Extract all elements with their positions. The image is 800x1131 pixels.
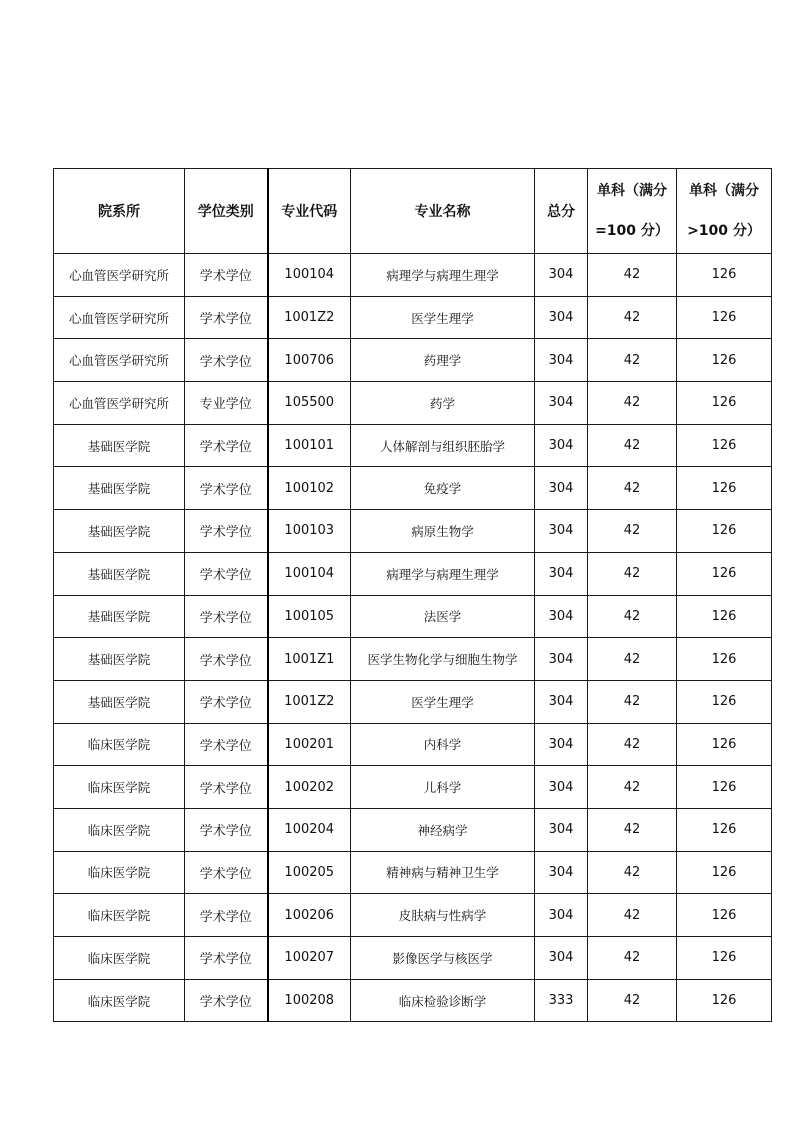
cell-single-subject-over-100: 126 bbox=[677, 638, 772, 681]
table-row bbox=[54, 766, 772, 809]
cell-single-subject-over-100: 126 bbox=[677, 296, 772, 339]
cell-single-subject-over-100: 126 bbox=[677, 979, 772, 1022]
cell-department: 基础医学院 bbox=[54, 638, 185, 681]
cell-major-name: 病理学与病理生理学 bbox=[351, 552, 535, 595]
cell-major-code: 100207 bbox=[268, 937, 351, 980]
cell-degree-type: 学术学位 bbox=[185, 638, 268, 681]
cell-major-code: 1001Z1 bbox=[268, 638, 351, 681]
table-row bbox=[54, 382, 772, 425]
table-row bbox=[54, 808, 772, 851]
cell-single-subject-over-100: 126 bbox=[677, 894, 772, 937]
cell-department: 临床医学院 bbox=[54, 937, 185, 980]
cell-major-code: 100104 bbox=[268, 254, 351, 297]
cell-single-subject-100: 42 bbox=[588, 339, 677, 382]
cell-single-subject-100: 42 bbox=[588, 937, 677, 980]
cell-total-score: 304 bbox=[535, 723, 588, 766]
cell-major-name: 医学生理学 bbox=[351, 296, 535, 339]
cell-major-name: 影像医学与核医学 bbox=[351, 937, 535, 980]
cell-major-name: 精神病与精神卫生学 bbox=[351, 851, 535, 894]
cell-single-subject-over-100: 126 bbox=[677, 424, 772, 467]
cell-department: 心血管医学研究所 bbox=[54, 339, 185, 382]
cell-single-subject-100: 42 bbox=[588, 723, 677, 766]
table-row bbox=[54, 595, 772, 638]
cell-single-subject-over-100: 126 bbox=[677, 937, 772, 980]
cell-single-subject-over-100: 126 bbox=[677, 680, 772, 723]
table-row bbox=[54, 424, 772, 467]
cell-single-subject-over-100: 126 bbox=[677, 254, 772, 297]
cell-department: 临床医学院 bbox=[54, 808, 185, 851]
cell-degree-type: 学术学位 bbox=[185, 680, 268, 723]
cell-major-name: 病理学与病理生理学 bbox=[351, 254, 535, 297]
cell-major-name: 神经病学 bbox=[351, 808, 535, 851]
cell-department: 基础医学院 bbox=[54, 510, 185, 553]
cell-major-code: 1001Z2 bbox=[268, 680, 351, 723]
cell-major-name: 内科学 bbox=[351, 723, 535, 766]
cell-single-subject-100: 42 bbox=[588, 254, 677, 297]
table-row bbox=[54, 296, 772, 339]
cell-degree-type: 专业学位 bbox=[185, 382, 268, 425]
cell-single-subject-100: 42 bbox=[588, 467, 677, 510]
cell-single-subject-over-100: 126 bbox=[677, 766, 772, 809]
cell-department: 临床医学院 bbox=[54, 979, 185, 1022]
score-table bbox=[53, 168, 772, 1022]
cell-total-score: 304 bbox=[535, 595, 588, 638]
cell-single-subject-over-100: 126 bbox=[677, 382, 772, 425]
header-total-score: 总分 bbox=[535, 169, 588, 254]
cell-department: 临床医学院 bbox=[54, 766, 185, 809]
cell-major-name: 临床检验诊断学 bbox=[351, 979, 535, 1022]
header-department: 院系所 bbox=[54, 169, 185, 254]
cell-single-subject-100: 42 bbox=[588, 510, 677, 553]
cell-degree-type: 学术学位 bbox=[185, 937, 268, 980]
cell-total-score: 304 bbox=[535, 552, 588, 595]
cell-major-code: 100706 bbox=[268, 339, 351, 382]
cell-major-name: 病原生物学 bbox=[351, 510, 535, 553]
cell-major-name: 医学生理学 bbox=[351, 680, 535, 723]
table-row bbox=[54, 894, 772, 937]
cell-total-score: 304 bbox=[535, 424, 588, 467]
cell-department: 临床医学院 bbox=[54, 723, 185, 766]
cell-single-subject-over-100: 126 bbox=[677, 467, 772, 510]
cell-total-score: 304 bbox=[535, 851, 588, 894]
cell-total-score: 304 bbox=[535, 894, 588, 937]
cell-degree-type: 学术学位 bbox=[185, 894, 268, 937]
cell-single-subject-over-100: 126 bbox=[677, 595, 772, 638]
header-single-subject-100: 单科（满分=100 分） bbox=[588, 169, 677, 254]
cell-department: 临床医学院 bbox=[54, 894, 185, 937]
cell-total-score: 304 bbox=[535, 937, 588, 980]
cell-department: 基础医学院 bbox=[54, 680, 185, 723]
cell-major-code: 105500 bbox=[268, 382, 351, 425]
cell-major-code: 100208 bbox=[268, 979, 351, 1022]
cell-major-code: 100103 bbox=[268, 510, 351, 553]
cell-single-subject-over-100: 126 bbox=[677, 510, 772, 553]
cell-department: 基础医学院 bbox=[54, 595, 185, 638]
cell-degree-type: 学术学位 bbox=[185, 723, 268, 766]
cell-single-subject-100: 42 bbox=[588, 808, 677, 851]
cell-degree-type: 学术学位 bbox=[185, 851, 268, 894]
cell-single-subject-100: 42 bbox=[588, 638, 677, 681]
cell-single-subject-100: 42 bbox=[588, 382, 677, 425]
cell-major-code: 100206 bbox=[268, 894, 351, 937]
cell-department: 基础医学院 bbox=[54, 467, 185, 510]
cell-major-code: 100101 bbox=[268, 424, 351, 467]
cell-degree-type: 学术学位 bbox=[185, 595, 268, 638]
table-row bbox=[54, 638, 772, 681]
table-row bbox=[54, 937, 772, 980]
cell-degree-type: 学术学位 bbox=[185, 296, 268, 339]
cell-single-subject-over-100: 126 bbox=[677, 339, 772, 382]
cell-single-subject-over-100: 126 bbox=[677, 552, 772, 595]
cell-total-score: 304 bbox=[535, 339, 588, 382]
cell-major-code: 100104 bbox=[268, 552, 351, 595]
cell-major-name: 法医学 bbox=[351, 595, 535, 638]
cell-single-subject-100: 42 bbox=[588, 424, 677, 467]
table-body bbox=[54, 254, 772, 1022]
cell-major-name: 药理学 bbox=[351, 339, 535, 382]
cell-major-name: 人体解剖与组织胚胎学 bbox=[351, 424, 535, 467]
table-row bbox=[54, 680, 772, 723]
cell-degree-type: 学术学位 bbox=[185, 808, 268, 851]
header-degree-type: 学位类别 bbox=[185, 169, 268, 254]
cell-single-subject-100: 42 bbox=[588, 851, 677, 894]
cell-single-subject-100: 42 bbox=[588, 979, 677, 1022]
cell-total-score: 333 bbox=[535, 979, 588, 1022]
cell-single-subject-over-100: 126 bbox=[677, 808, 772, 851]
table-row bbox=[54, 510, 772, 553]
header-row bbox=[54, 169, 772, 254]
cell-department: 心血管医学研究所 bbox=[54, 254, 185, 297]
cell-total-score: 304 bbox=[535, 467, 588, 510]
cell-single-subject-100: 42 bbox=[588, 296, 677, 339]
table-row bbox=[54, 723, 772, 766]
header-major-code: 专业代码 bbox=[268, 169, 351, 254]
header-major-name: 专业名称 bbox=[351, 169, 535, 254]
cell-degree-type: 学术学位 bbox=[185, 339, 268, 382]
cell-single-subject-100: 42 bbox=[588, 894, 677, 937]
cell-total-score: 304 bbox=[535, 382, 588, 425]
cell-total-score: 304 bbox=[535, 254, 588, 297]
cell-department: 临床医学院 bbox=[54, 851, 185, 894]
table-row bbox=[54, 979, 772, 1022]
cell-single-subject-100: 42 bbox=[588, 766, 677, 809]
cell-department: 心血管医学研究所 bbox=[54, 296, 185, 339]
cell-single-subject-over-100: 126 bbox=[677, 723, 772, 766]
cell-degree-type: 学术学位 bbox=[185, 467, 268, 510]
cell-major-name: 皮肤病与性病学 bbox=[351, 894, 535, 937]
table-header bbox=[54, 169, 772, 254]
cell-total-score: 304 bbox=[535, 296, 588, 339]
cell-major-name: 药学 bbox=[351, 382, 535, 425]
cell-major-name: 免疫学 bbox=[351, 467, 535, 510]
cell-degree-type: 学术学位 bbox=[185, 510, 268, 553]
cell-degree-type: 学术学位 bbox=[185, 424, 268, 467]
cell-single-subject-100: 42 bbox=[588, 595, 677, 638]
table-row bbox=[54, 467, 772, 510]
cell-major-name: 医学生物化学与细胞生物学 bbox=[351, 638, 535, 681]
table-row bbox=[54, 851, 772, 894]
cell-single-subject-100: 42 bbox=[588, 552, 677, 595]
cell-total-score: 304 bbox=[535, 510, 588, 553]
cell-degree-type: 学术学位 bbox=[185, 766, 268, 809]
cell-degree-type: 学术学位 bbox=[185, 552, 268, 595]
cell-department: 基础医学院 bbox=[54, 424, 185, 467]
cell-department: 基础医学院 bbox=[54, 552, 185, 595]
cell-degree-type: 学术学位 bbox=[185, 254, 268, 297]
cell-major-code: 100105 bbox=[268, 595, 351, 638]
cell-major-code: 100205 bbox=[268, 851, 351, 894]
cell-major-name: 儿科学 bbox=[351, 766, 535, 809]
cell-major-code: 100202 bbox=[268, 766, 351, 809]
cell-major-code: 100204 bbox=[268, 808, 351, 851]
cell-single-subject-100: 42 bbox=[588, 680, 677, 723]
table-row bbox=[54, 339, 772, 382]
header-single-subject-over-100: 单科（满分>100 分） bbox=[677, 169, 772, 254]
cell-total-score: 304 bbox=[535, 680, 588, 723]
cell-major-code: 100201 bbox=[268, 723, 351, 766]
table-row bbox=[54, 254, 772, 297]
cell-major-code: 100102 bbox=[268, 467, 351, 510]
cell-major-code: 1001Z2 bbox=[268, 296, 351, 339]
cell-total-score: 304 bbox=[535, 766, 588, 809]
table-row bbox=[54, 552, 772, 595]
cell-degree-type: 学术学位 bbox=[185, 979, 268, 1022]
cell-total-score: 304 bbox=[535, 638, 588, 681]
cell-department: 心血管医学研究所 bbox=[54, 382, 185, 425]
cell-single-subject-over-100: 126 bbox=[677, 851, 772, 894]
cell-total-score: 304 bbox=[535, 808, 588, 851]
